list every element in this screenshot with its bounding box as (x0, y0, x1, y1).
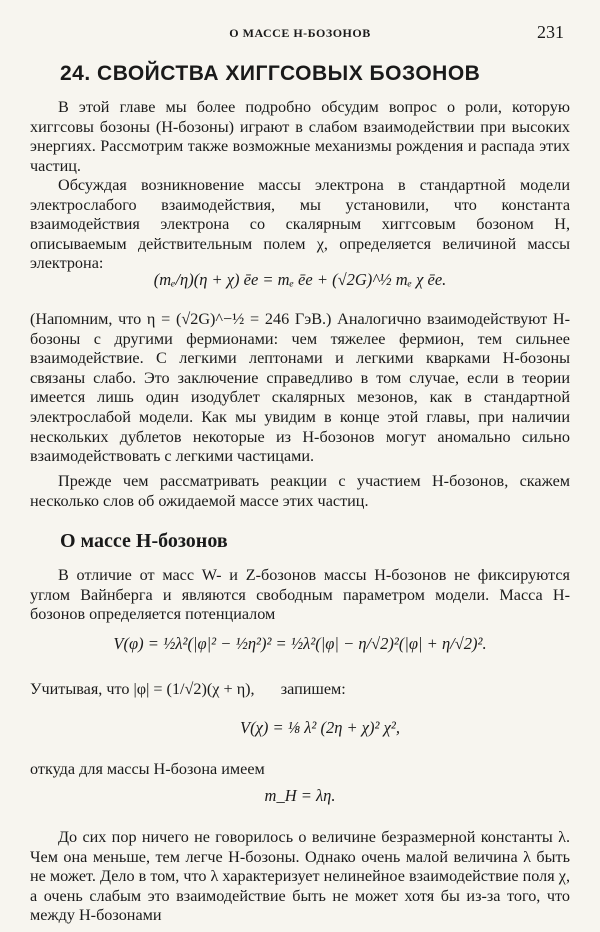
paragraph-electron-mass: Обсуждая возникновение массы электрона в стандартной модели электрослабого взаимодействия, мы установили, что константа взаимодействия электрона со скалярным хиггсовым бозоном H, описываемым действительным полем χ, определяется величиной массы электрона: (30, 176, 570, 273)
running-head-title: О МАССЕ H-БОЗОНОВ (229, 26, 371, 40)
paragraph-potential: В отличие от масс W- и Z-бозонов массы H-бозонов не фиксируются углом Вайнберга и являются свободным параметром модели. Масса H-бозонов определяется потенциалом (30, 566, 570, 624)
equation-potential-chi: V(χ) = ⅛ λ² (2η + χ)² χ², (240, 718, 400, 737)
line-mass-intro: откуда для массы H-бозона имеем (30, 760, 265, 778)
equation-potential-phi: V(φ) = ½λ²(|φ|² − ½η²)² = ½λ²(|φ| − η/√2)²(|φ| + η/√2)². (113, 634, 487, 653)
line-substitution (30, 680, 346, 699)
substitution-suffix: запишем: (280, 680, 346, 698)
equation-higgs-mass: m_H = λη. (264, 786, 336, 805)
substitution-prefix: Учитывая, что |φ| = (1/√2)(χ + η), (30, 680, 255, 698)
equation-electron-coupling: (mₑ/η)(η + χ) ēe = mₑ ēe + (√2G)^½ mₑ χ ēe. (153, 270, 447, 289)
running-head (0, 22, 600, 42)
section-title: О массе H-бозонов (60, 530, 228, 552)
paragraph-lambda: До сих пор ничего не говорилось о величине безразмерной константы λ. Чем она меньше, тем легче H-бозоны. Однако очень малой величина λ быть не может. Дело в том, что λ характеризует нелинейное взаимодействие поля χ, а очень слабым это взаимодействие быть не может хотя бы из-за того, что между H-бозонами (30, 828, 570, 925)
chapter-title: 24. СВОЙСТВА ХИГГСОВЫХ БОЗОНОВ (60, 62, 481, 85)
paragraph-transition: Прежде чем рассматривать реакции с участием H-бозонов, скажем несколько слов об ожидаемой массе этих частиц. (30, 472, 570, 510)
page-number: 231 (537, 22, 564, 42)
paragraph-intro: В этой главе мы более подробно обсудим вопрос о роли, которую хиггсовы бозоны (H-бозоны) играют в слабом взаимодействии при высоких энергиях. Рассмотрим также возможные механизмы рождения и распада этих частиц. (30, 98, 570, 175)
paragraph-reminder: (Напомним, что η = (√2G)^−½ = 246 ГэВ.) Аналогично взаимодействуют H-бозоны с другими фермионами: чем тяжелее фермион, тем сильнее взаимодействие. С легкими лептонами и легкими кварками H-бозоны связаны слабо. Это заключение справедливо в том случае, если в теории имеется лишь один изодублет скалярных мезонов, как в стандартной электрослабой модели. Как мы увидим в конце этой главы, при наличии нескольких дублетов некоторые из H-бозонов могут аномально сильно взаимодействовать с легкими частицами. (30, 310, 570, 466)
